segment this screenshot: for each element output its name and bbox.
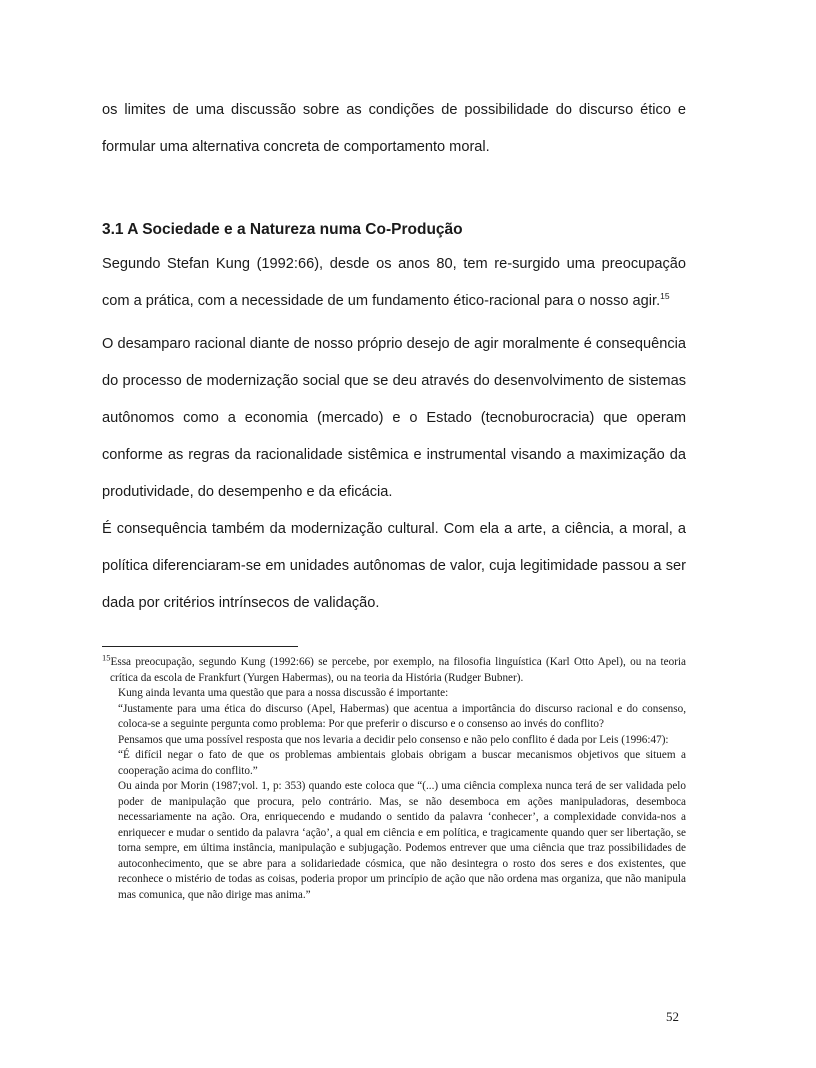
paragraph-1 <box>102 246 686 320</box>
continuation-paragraph: os limites de uma discussão sobre as condições de possibilidade do discurso ético e formular uma alternativa concreta de comportamento moral. <box>102 102 686 155</box>
footnote-line-3: “Justamente para uma ética do discurso (Apel, Habermas) que acentua a importância do discurso racional e do consenso, coloca-se a seguinte pergunta como problema: Por que preferir o discurso e o consenso ao invés do conflito? <box>118 702 686 730</box>
footnote-line-1 <box>102 652 686 686</box>
paragraph-3: É consequência também da modernização cultural. Com ela a arte, a ciência, a moral, a política diferenciaram-se em unidades autônomas de valor, cuja legitimidade passou a ser dada por critérios intrínsecos de validação. <box>102 521 686 611</box>
footnote-line-4: Pensamos que uma possível resposta que nos levaria a decidir pelo consenso e não pelo conflito é dada por Leis (1996:47): <box>118 733 669 746</box>
footnote-line-2: Kung ainda levanta uma questão que para a nossa discussão é importante: <box>118 687 449 699</box>
footnote-block <box>102 652 686 903</box>
footnote-line-5: “É difícil negar o fato de que os problemas ambientais globais obrigam a buscar mecanismos objetivos que situem a cooperação acima do conflito.” <box>118 749 686 777</box>
paragraph-1-text: Segundo Stefan Kung (1992:66), desde os anos 80, tem re-surgido uma preocupação com a prática, com a necessidade de um fundamento ético-racional para o nosso agir. <box>102 256 686 309</box>
page-number: 52 <box>666 1009 679 1024</box>
paragraph-2: O desamparo racional diante de nosso próprio desejo de agir moralmente é consequência do processo de modernização social que se deu através do desenvolvimento de sistemas autônomos como a economia (mercado) e o Estado (tecnoburocracia) que operam conforme as regras da racionalidade sistêmica e instrumental visando a maximização da produtividade, do desempenho e da eficácia. <box>102 336 686 500</box>
footnote-reference[interactable]: 15 <box>660 291 670 302</box>
footnote-marker: 15 <box>102 652 111 663</box>
footnote-text-1: Essa preocupação, segundo Kung (1992:66) se percebe, por exemplo, na filosofia linguística (Karl Otto Apel), ou na teoria crítica da escola de Frankfurt (Yurgen Habermas), ou na teoria da História (Rudger Bubner). <box>110 656 686 684</box>
footnote-divider <box>102 646 298 647</box>
footnote-line-6: Ou ainda por Morin (1987;vol. 1, p: 353) quando este coloca que “(...) uma ciência complexa nunca terá de ser validada pelo poder de manipulação que procura, pelo contrário. Mas, se não desemboca em ações manipuladoras, desemboca necessariamente na ação. Ora, enriquecendo e mudando o sentido da palavra ‘conhecer’, a complexidade convida-nos a enriquecer e mudar o sentido da palavra ‘ação’, a qual em ciência e em política, e tragicamente quando quer ser libertação, se torna sempre, em última instância, manipulação e subjugação. Podemos entrever que uma ciência que traz possibilidades de autoconhecimento, que se abre para a solidariedade cósmica, que não desintegra o rosto dos seres e dos existentes, que reconhece o mistério de todas as coisas, poderia propor um princípio de ação que não ordena mas organiza, que não manipula mas comunica, que não dirige mas anima.” <box>118 780 686 901</box>
section-heading: 3.1 A Sociedade e a Natureza numa Co-Produção <box>102 221 463 238</box>
